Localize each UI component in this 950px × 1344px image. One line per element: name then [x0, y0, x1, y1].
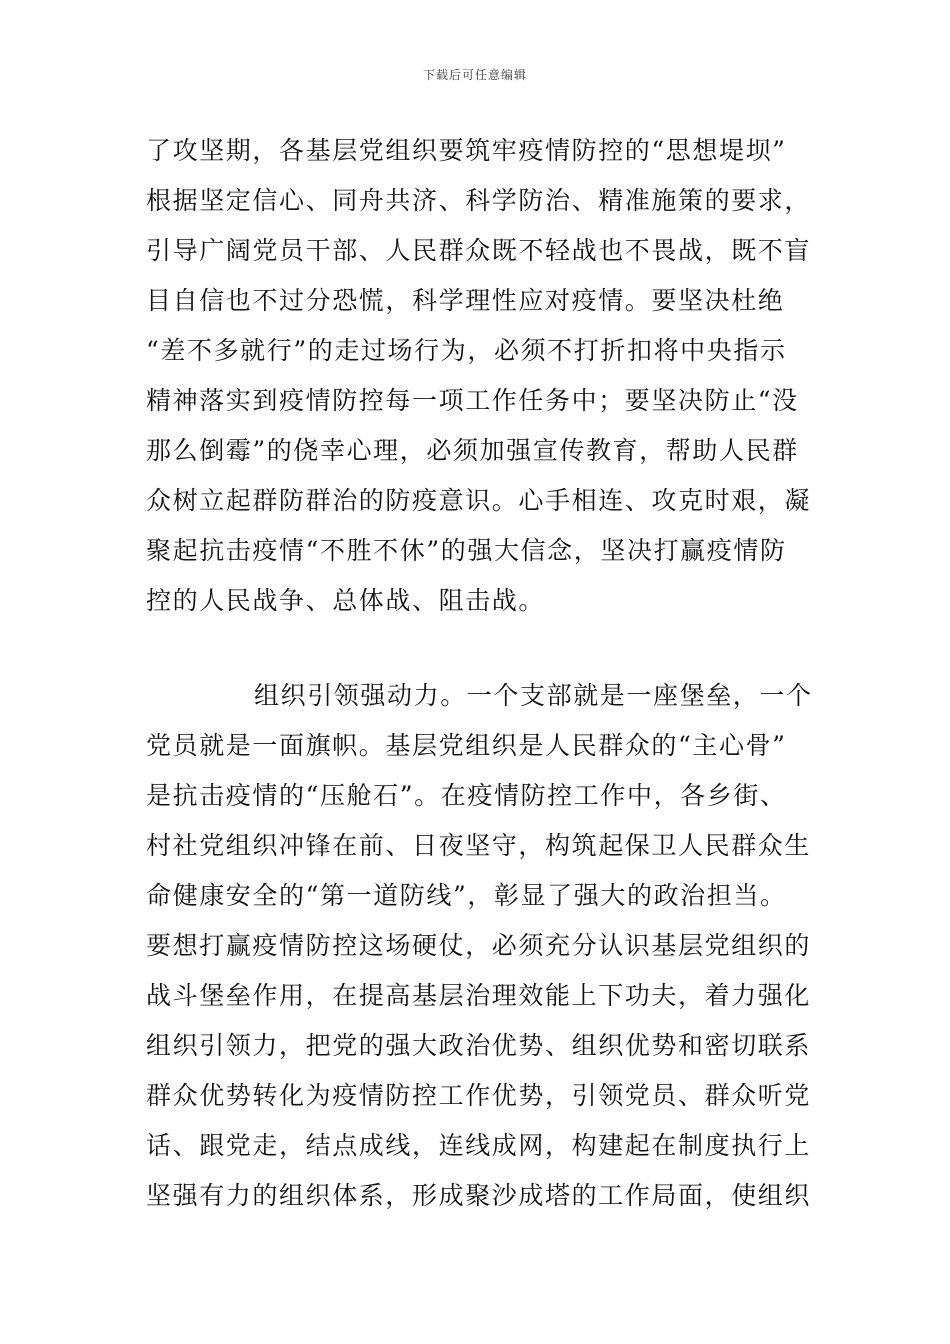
paragraph-organization-leadership [146, 671, 816, 1221]
text-line: “差不多就行”的走过场行为，必须不打折扣将中央指示 [146, 336, 787, 365]
text-line: 精神落实到疫情防控每一项工作任务中；要坚决防止“没 [146, 386, 799, 415]
text-line: 村社党组织冲锋在前、日夜坚守，构筑起保卫人民群众生 [146, 831, 812, 860]
text-line: 众树立起群防群治的防疫意识。心手相连、攻克时艰，凝 [146, 486, 812, 515]
text-line: 战斗堡垒作用，在提高基层治理效能上下功夫，着力强化 [146, 981, 812, 1010]
text-line: 根据坚定信心、同舟共济、科学防治、精准施策的要求， [146, 186, 812, 215]
text-line: 了攻坚期，各基层党组织要筑牢疫情防控的“思想堤坝” [146, 136, 787, 165]
text-line: 要想打赢疫情防控这场硬仗，必须充分认识基层党组织的 [146, 931, 812, 960]
paragraph-ideological-dam [146, 126, 816, 626]
text-line: 坚强有力的组织体系，形成聚沙成塔的工作局面，使组织 [146, 1181, 812, 1210]
text-line: 组织引领力，把党的强大政治优势、组织优势和密切联系 [146, 1031, 812, 1060]
page-header: 下载后可任意编辑 [422, 68, 527, 82]
text-line: 命健康安全的“第一道防线”，彰显了强大的政治担当。 [146, 881, 787, 910]
text-line: 聚起抗击疫情“不胜不休”的强大信念，坚决打赢疫情防 [146, 536, 787, 565]
text-line: 群众优势转化为疫情防控工作优势，引领党员、群众听党 [146, 1081, 812, 1110]
text-line: 党员就是一面旗帜。基层党组织是人民群众的“主心骨” [146, 731, 787, 760]
text-line: 那么倒霉”的侥幸心理，必须加强宣传教育，帮助人民群 [146, 436, 799, 465]
text-line: 引导广阔党员干部、人民群众既不轻战也不畏战，既不盲 [146, 236, 812, 265]
text-line: 目自信也不过分恐慌，科学理性应对疫情。要坚决杜绝 [146, 286, 785, 315]
text-line: 是抗击疫情的“压舱石”。在疫情防控工作中，各乡街、 [146, 781, 787, 810]
text-line-first: 组织引领强动力。一个支部就是一座堡垒，一个 [254, 681, 813, 710]
text-line: 话、跟党走，结点成线，连线成网，构建起在制度执行上 [146, 1131, 812, 1160]
text-line: 控的人民战争、总体战、阻击战。 [146, 586, 546, 615]
